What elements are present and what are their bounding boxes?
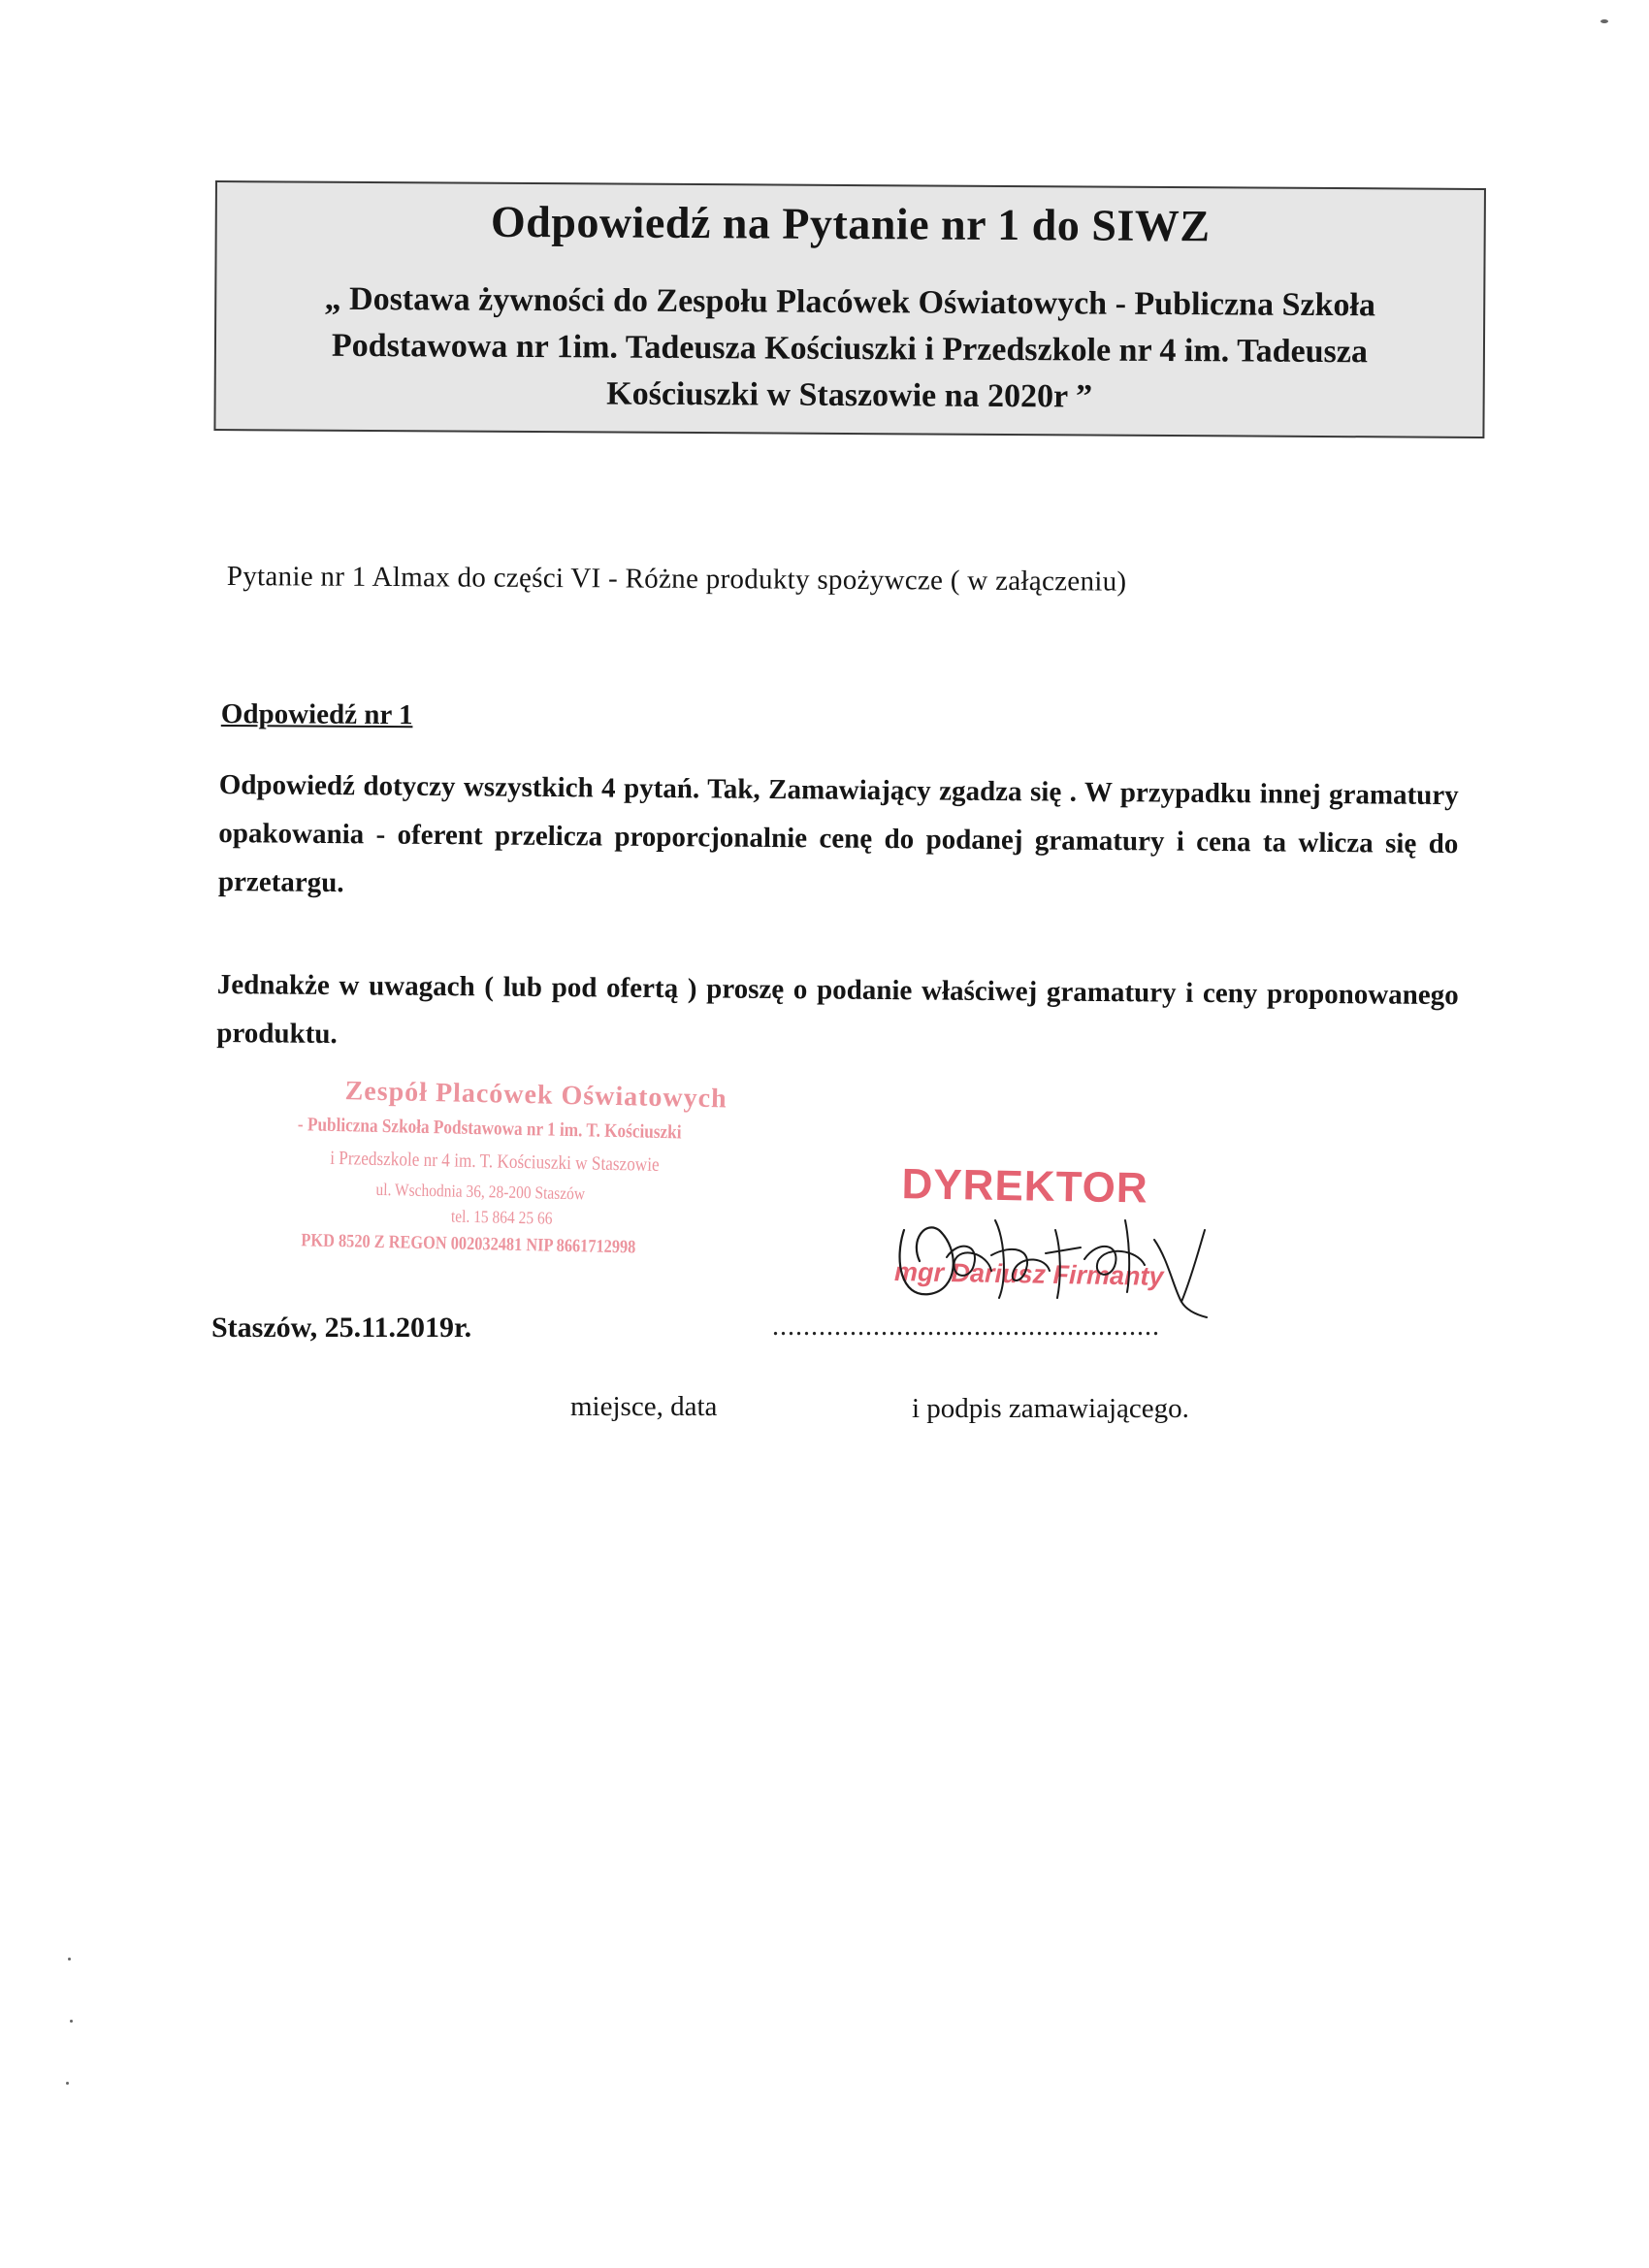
document-subject <box>236 275 1465 423</box>
document-title: Odpowiedź na Pytanie nr 1 do SIWZ <box>490 196 1211 251</box>
scan-speck <box>66 2082 69 2085</box>
stamp-line-5: tel. 15 864 25 66 <box>450 1206 553 1228</box>
director-stamp-name: mgr Dariusz Firmanty <box>893 1257 1164 1291</box>
scan-speck <box>70 2020 73 2023</box>
subject-line-2: Podstawowa nr 1im. Tadeusza Kościuszki i Przedszkole nr 4 im. Tadeusza <box>331 327 1369 371</box>
stamp-line-6: PKD 8520 Z REGON 002032481 NIP 8661712998 <box>301 1230 636 1258</box>
handwritten-signature <box>890 1201 1240 1327</box>
stamp-line-4: ul. Wschodnia 36, 28-200 Staszów <box>375 1179 586 1204</box>
subject-line-3: Kościuszki w Staszowie na 2020r ” <box>606 375 1093 415</box>
caption-signature: i podpis zamawiającego. <box>912 1393 1189 1424</box>
question-text: Pytanie nr 1 Almax do części VI - Różne produkty spożywcze ( w załączeniu) <box>226 560 1127 598</box>
scan-speck <box>1600 19 1608 23</box>
stamp-line-3: i Przedszkole nr 4 im. T. Kościuszki w Staszowie <box>329 1147 660 1176</box>
signature-line: .................................................. <box>772 1312 1160 1342</box>
stamp-line-2: - Publiczna Szkoła Podstawowa nr 1 im. T. Kościuszki <box>297 1114 682 1144</box>
caption-place-date: miejsce, data <box>570 1391 718 1422</box>
header-box <box>213 180 1486 438</box>
school-stamp <box>287 1075 776 1279</box>
stamp-line-1: Zespół Placówek Oświatowych <box>344 1076 728 1115</box>
answer-heading: Odpowiedź nr 1 <box>220 697 413 731</box>
place-and-date: Staszów, 25.11.2019r. <box>211 1312 472 1344</box>
scan-speck <box>68 1958 71 1960</box>
answer-paragraph-2: Jednakże w uwagach ( lub pod ofertą ) proszę o podanie właściwej gramatury i ceny proponowanego produktu. <box>216 968 1459 1051</box>
answer-paragraph-1: Odpowiedź dotyczy wszystkich 4 pytań. Tak, Zamawiający zgadza się . W przypadku innej gramatury opakowania - oferent przelicza proporcjonalnie cenę do podanej gramatury i cena ta wlicza się do przetargu. <box>217 768 1459 899</box>
subject-line-1: „ Dostawa żywności do Zespołu Placówek Oświatowych - Publiczna Szkoła <box>324 280 1376 324</box>
director-stamp-title: DYREKTOR <box>901 1160 1149 1213</box>
